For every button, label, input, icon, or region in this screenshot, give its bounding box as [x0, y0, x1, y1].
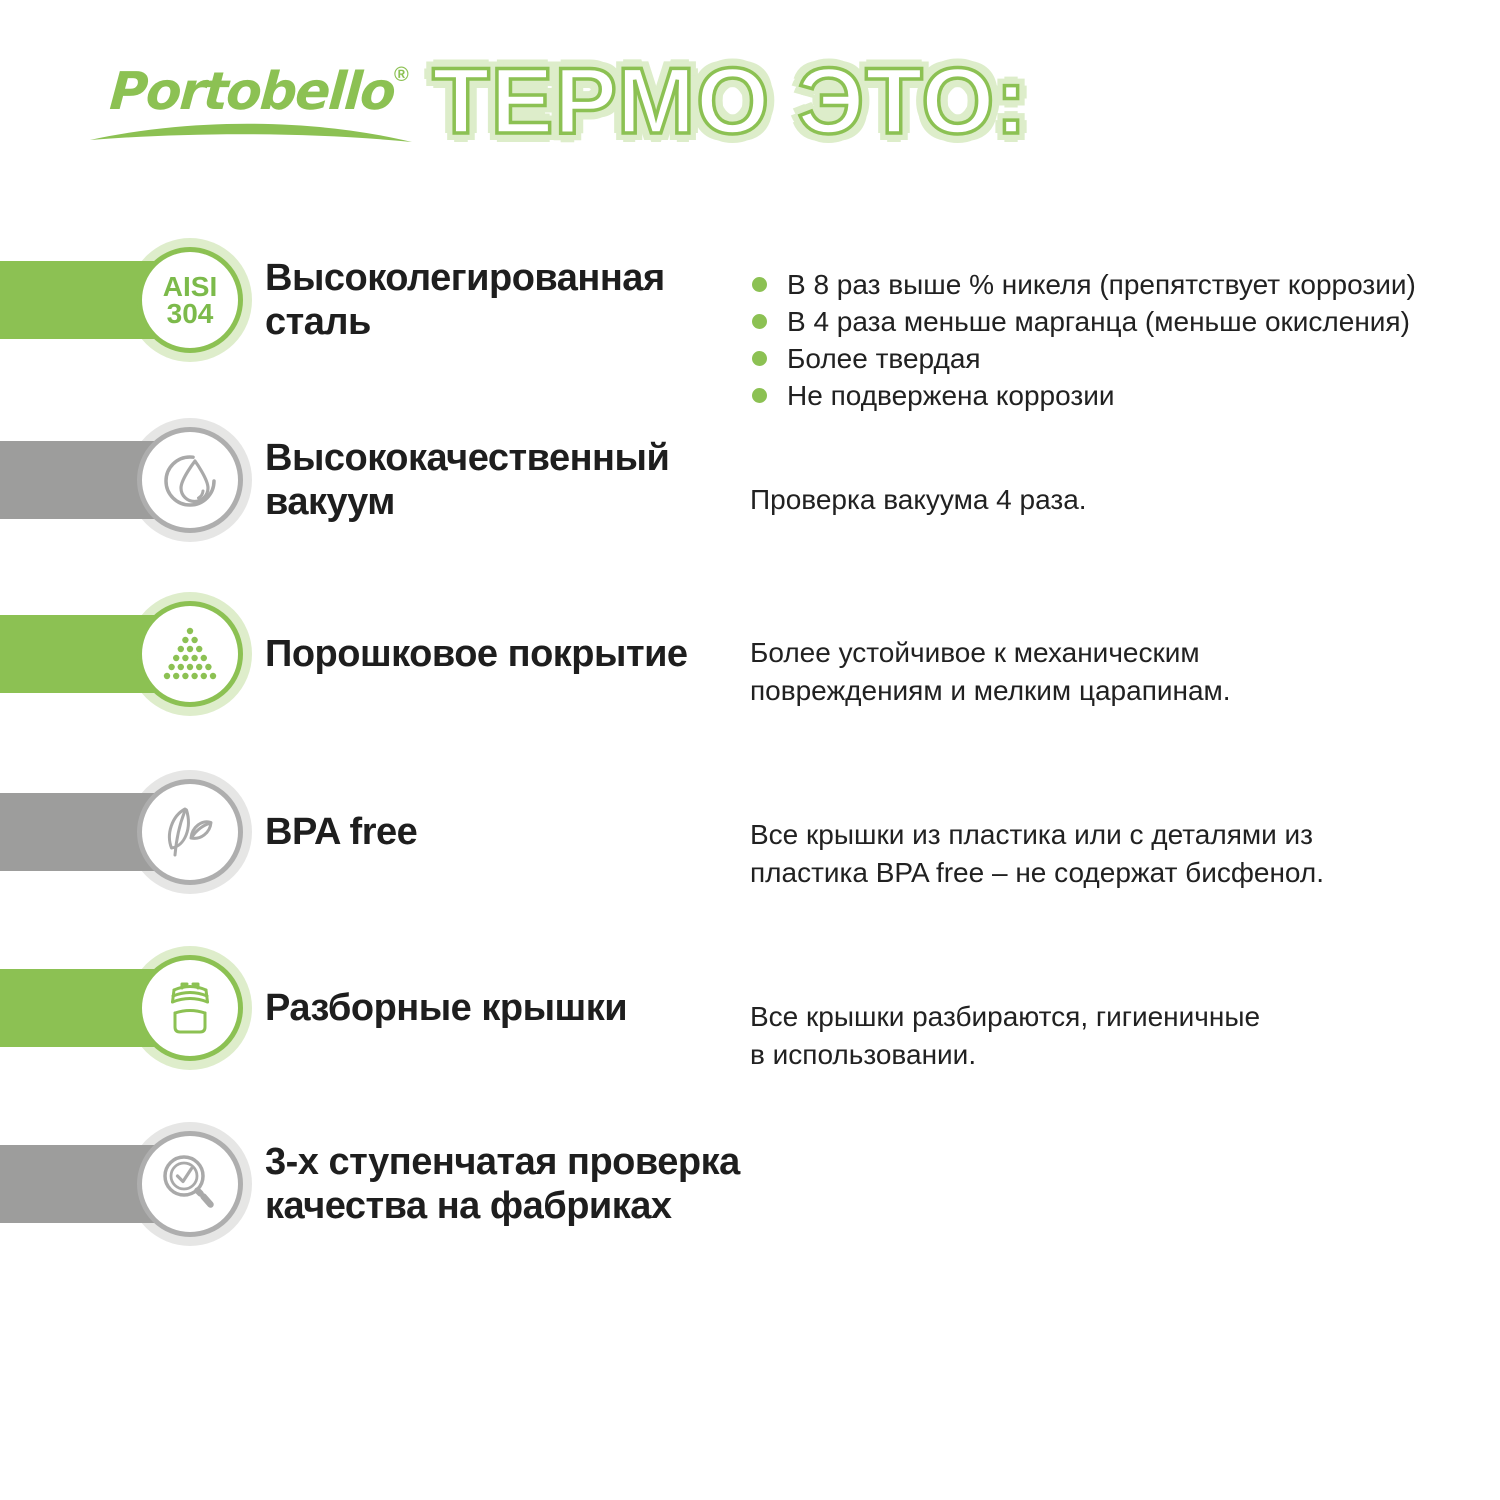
feature-description: Все крышки разбираются, гигиеничные в использовании. [750, 1001, 1261, 1070]
aisi-304-label: AISI 304 [162, 271, 218, 329]
logo-swoosh [86, 122, 416, 152]
icon-circle [137, 955, 243, 1061]
feature-heading: 3-х ступенчатая проверка качества на фабриках [265, 1141, 740, 1227]
bullet-item: В 4 раза меньше марганца (меньше окисления) [752, 303, 1416, 340]
feature-heading: Высококачественный вакуум [265, 437, 670, 523]
bullet-dot-icon [752, 351, 767, 366]
feature-heading: BPA free [265, 811, 418, 853]
feature-description: Все крышки из пластика или с деталями из пластика BPA free – не содержат бисфенол. [750, 819, 1324, 888]
bullet-dot-icon [752, 388, 767, 403]
bullet-dot-icon [752, 277, 767, 292]
brand-logo-text: Portobello [107, 62, 397, 122]
lid-parts-icon [158, 976, 222, 1040]
icon-circle [137, 427, 243, 533]
icon-circle [137, 779, 243, 885]
bullet-item: Более твердая [752, 340, 1416, 377]
feature-heading: Порошковое покрытие [265, 633, 688, 675]
feature-heading: Высоколегированная сталь [265, 257, 665, 343]
powder-dots-icon [158, 622, 222, 686]
leaves-icon [158, 800, 222, 864]
feature-heading: Разборные крышки [265, 987, 628, 1029]
bullet-item: В 8 раз выше % никеля (препятствует коррозии) [752, 266, 1416, 303]
icon-circle [137, 601, 243, 707]
feature-description: Проверка вакуума 4 раза. [750, 484, 1087, 515]
brand-logo [107, 62, 410, 122]
feature-bullet-list [752, 266, 1416, 414]
icon-circle [137, 1131, 243, 1237]
page-title: ТЕРМО ЭТО: [432, 48, 1028, 153]
bullet-item: Не подвержена коррозии [752, 377, 1416, 414]
magnifier-check-icon [158, 1152, 222, 1216]
water-drop-icon [158, 448, 222, 512]
aisi-304-badge [137, 247, 243, 353]
feature-description: Более устойчивое к механическим повреждениям и мелким царапинам. [750, 637, 1231, 706]
registered-mark: ® [393, 64, 409, 86]
bullet-dot-icon [752, 314, 767, 329]
